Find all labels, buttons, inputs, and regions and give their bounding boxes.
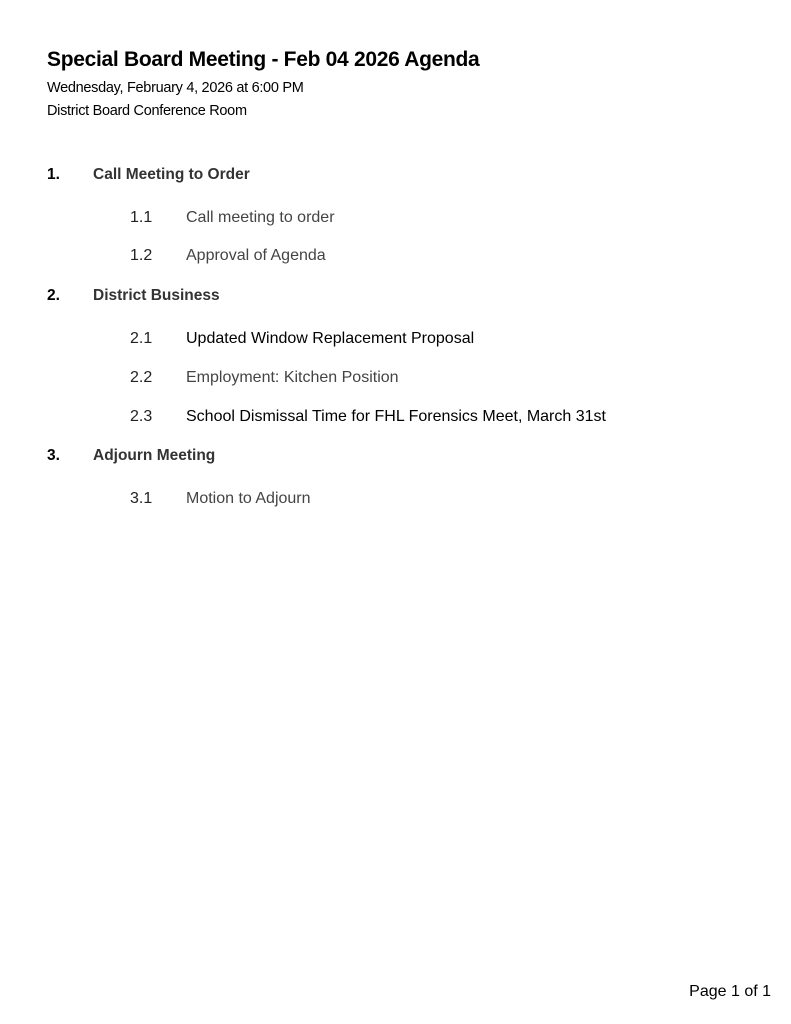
item-title[interactable]: School Dismissal Time for FHL Forensics Meet, March 31st [186, 408, 606, 425]
item-number: 1.1 [130, 209, 153, 226]
section-title: District Business [93, 287, 220, 304]
item-number: 2.2 [130, 369, 153, 386]
item-number: 2.3 [130, 408, 153, 425]
item-title[interactable]: Motion to Adjourn [186, 490, 311, 507]
item-title[interactable]: Approval of Agenda [186, 247, 326, 264]
section-title: Adjourn Meeting [93, 447, 216, 464]
meeting-location: District Board Conference Room [47, 103, 247, 119]
page-title: Special Board Meeting - Feb 04 2026 Agenda [47, 48, 480, 71]
section-title: Call Meeting to Order [93, 166, 250, 183]
item-title[interactable]: Updated Window Replacement Proposal [186, 330, 475, 347]
item-title[interactable]: Employment: Kitchen Position [186, 369, 399, 386]
section-number: 2. [47, 287, 60, 304]
item-number: 3.1 [130, 490, 153, 507]
section-number: 3. [47, 447, 60, 464]
meeting-datetime: Wednesday, February 4, 2026 at 6:00 PM [47, 80, 304, 96]
section-number: 1. [47, 166, 60, 183]
page-number: Page 1 of 1 [689, 983, 771, 1000]
item-number: 1.2 [130, 247, 153, 264]
item-title[interactable]: Call meeting to order [186, 209, 335, 226]
item-number: 2.1 [130, 330, 153, 347]
